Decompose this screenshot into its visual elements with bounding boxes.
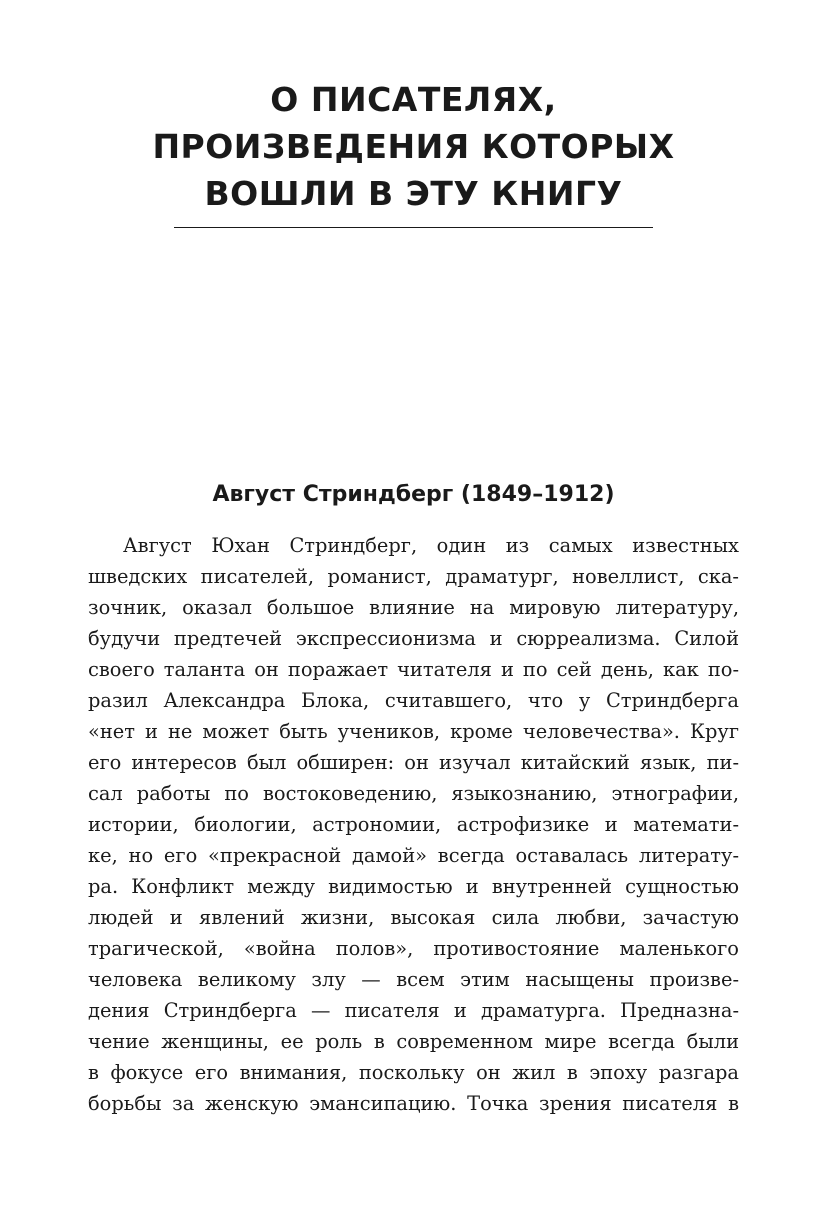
paragraph-line: истории, биологии, астрономии, астрофизике и математи- (88, 813, 739, 836)
paragraph-line: его интересов был обширен: он изучал китайский язык, пи- (88, 751, 739, 774)
paragraph-line: ке, но его «прекрасной дамой» всегда оставалась литерату- (88, 844, 739, 867)
paragraph-line: трагической, «война полов», противостояние маленького (88, 937, 739, 960)
paragraph-line: дения Стриндберга — писателя и драматурга. Предназна- (88, 999, 739, 1022)
chapter-title-line: ПРОИЗВЕДЕНИЯ КОТОРЫХ (152, 127, 675, 166)
paragraph-line: зочник, оказал большое влияние на мировую литературу, (88, 596, 739, 619)
paragraph-line: чение женщины, ее роль в современном мире всегда были (88, 1030, 739, 1053)
paragraph-line: борьбы за женскую эмансипацию. Точка зрения писателя в (88, 1092, 739, 1115)
paragraph-line: будучи предтечей экспрессионизма и сюрреализма. Силой (88, 627, 739, 650)
paragraph-line: «нет и не может быть учеников, кроме человечества». Круг (88, 720, 739, 743)
title-divider (174, 227, 653, 228)
paragraph-line: шведских писателей, романист, драматург, новеллист, ска- (88, 565, 739, 588)
paragraph-line: сал работы по востоковедению, языкознанию, этнографии, (88, 782, 739, 805)
paragraph-line: ра. Конфликт между видимостью и внутренней сущностью (88, 875, 739, 898)
chapter-title (80, 76, 747, 217)
chapter-title-line: О ПИСАТЕЛЯХ, (270, 80, 557, 119)
paragraph-line: в фокусе его внимания, поскольку он жил в эпоху разгара (88, 1061, 739, 1084)
paragraph-line: своего таланта он поражает читателя и по сей день, как по- (88, 658, 739, 681)
chapter-title-line: ВОШЛИ В ЭТУ КНИГУ (204, 174, 623, 213)
section-heading: Август Стриндберг (1849–1912) (212, 482, 615, 507)
paragraph-line: Август Юхан Стриндберг, один из самых известных (123, 534, 739, 557)
body-paragraph (88, 530, 739, 1119)
paragraph-line: разил Александра Блока, считавшего, что у Стриндберга (88, 689, 739, 712)
paragraph-line: человека великому злу — всем этим насыщены произве- (88, 968, 739, 991)
paragraph-line: людей и явлений жизни, высокая сила любви, зачастую (88, 906, 739, 929)
